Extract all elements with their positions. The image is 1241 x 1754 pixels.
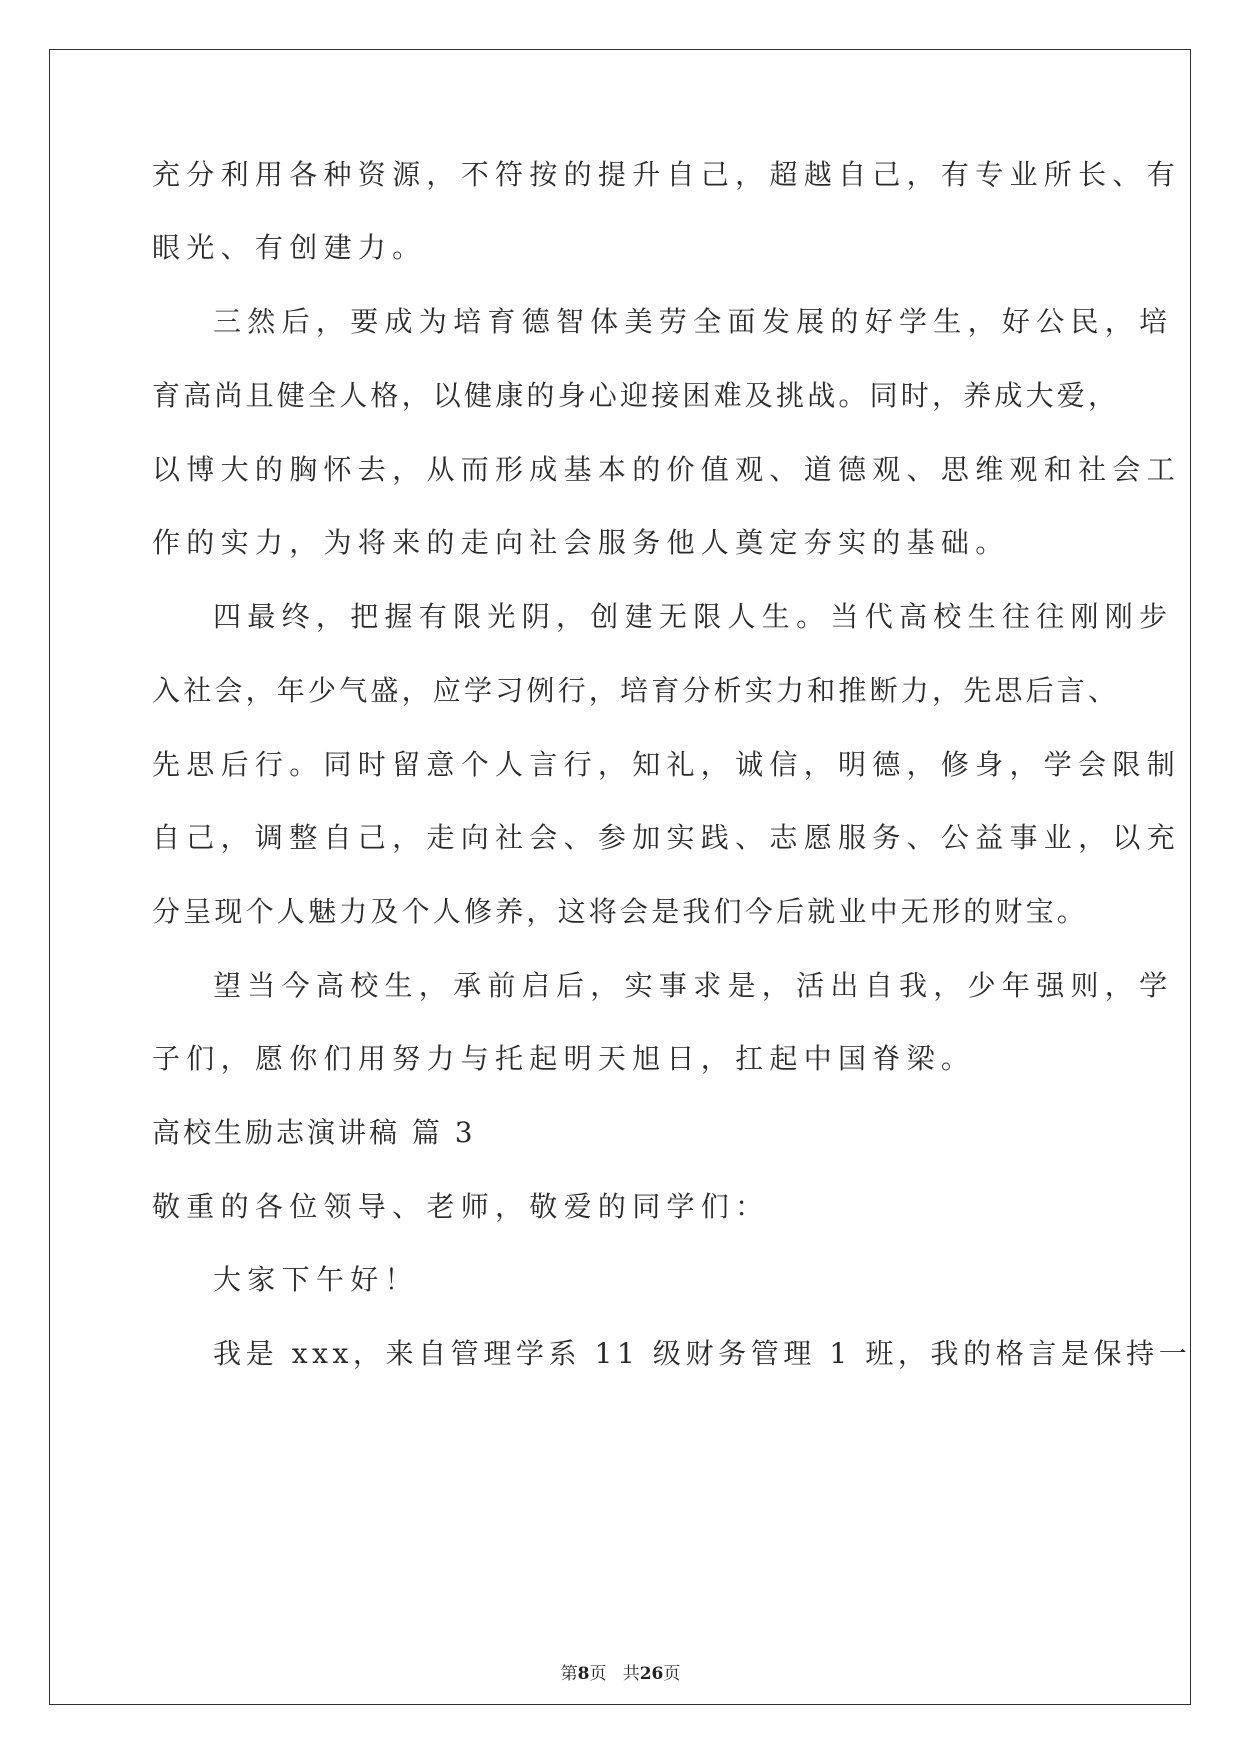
paragraph-start-line: 望当今高校生，承前启后，实事求是，活出自我，少年强则，学 xyxy=(213,969,1174,1002)
footer-total-unit: 页 xyxy=(663,1664,681,1684)
salutation: 敬重的各位领导、老师，敬爱的同学们： xyxy=(152,1190,770,1223)
page-number-footer xyxy=(0,1662,1241,1686)
section-heading: 高校生励志演讲稿 篇 3 xyxy=(152,1116,476,1149)
footer-page-unit: 页 xyxy=(589,1664,607,1684)
current-page-number: 8 xyxy=(577,1664,590,1684)
text-line: 作的实力，为将来的走向社会服务他人奠定夯实的基础。 xyxy=(152,526,1010,559)
text-line: 入社会，年少气盛，应学习例行，培育分析实力和推断力，先思后言、 xyxy=(152,674,1120,707)
paragraph-start-line: 四最终，把握有限光阴，创建无限人生。当代高校生往往刚刚步 xyxy=(213,600,1174,633)
text-line: 子们，愿你们用努力与托起明天旭日，扛起中国脊梁。 xyxy=(152,1042,976,1075)
text-line: 育高尚且健全人格，以健康的身心迎接困难及挑战。同时，养成大爱， xyxy=(152,379,1120,412)
total-pages-number: 26 xyxy=(639,1664,664,1684)
text-line: 先思后行。同时留意个人言行，知礼，诚信，明德，修身，学会限制 xyxy=(152,748,1182,781)
footer-prefix: 第 xyxy=(560,1664,578,1684)
text-line: 眼光、有创建力。 xyxy=(152,231,427,264)
text-line: 充分利用各种资源，不符按的提升自己，超越自己，有专业所长、有 xyxy=(152,158,1182,191)
page-border xyxy=(49,49,1191,1705)
text-line: 分呈现个人魅力及个人修养，这将会是我们今后就业中无形的财宝。 xyxy=(152,895,1089,928)
paragraph-start-line: 我是 xxx，来自管理学系 11 级财务管理 1 班，我的格言是保持一 xyxy=(213,1337,1192,1370)
footer-total-prefix: 共 xyxy=(622,1664,640,1684)
text-line: 以博大的胸怀去，从而形成基本的价值观、道德观、思维观和社会工 xyxy=(152,453,1182,486)
paragraph-start-line: 三然后，要成为培育德智体美劳全面发展的好学生，好公民，培 xyxy=(213,305,1174,338)
greeting: 大家下午好！ xyxy=(213,1263,419,1296)
text-line: 自己，调整自己，走向社会、参加实践、志愿服务、公益事业，以充 xyxy=(152,821,1182,854)
